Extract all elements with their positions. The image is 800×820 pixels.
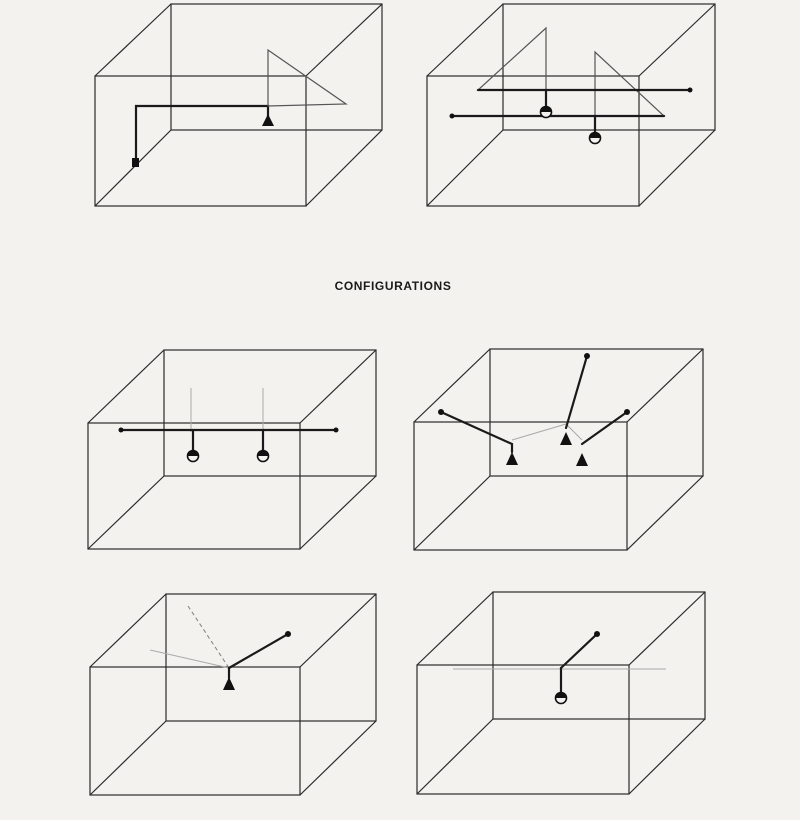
box-frame xyxy=(414,349,703,550)
half-filled-sphere-mount xyxy=(541,107,552,118)
triangular-frame-left xyxy=(478,28,546,90)
black-triangle-mount xyxy=(262,114,274,126)
half-filled-sphere-mount xyxy=(258,451,269,462)
bar-end-cap xyxy=(450,114,455,119)
page-title: CONFIGURATIONS xyxy=(334,279,452,293)
black-triangle-mount xyxy=(560,432,572,445)
bar-end-cap xyxy=(688,88,693,93)
panel-6 xyxy=(417,592,705,794)
black-triangle-mount xyxy=(223,677,235,690)
angled-arm xyxy=(561,634,597,668)
angled-arm xyxy=(566,356,587,428)
half-filled-sphere-mount xyxy=(188,451,199,462)
half-filled-sphere-mount xyxy=(590,133,601,144)
angled-arm xyxy=(582,412,627,444)
guide-line xyxy=(150,650,229,668)
small-square-end xyxy=(132,158,139,167)
black-triangle-mount xyxy=(576,453,588,466)
black-triangle-mount xyxy=(506,452,518,465)
box-frame xyxy=(427,4,715,206)
arm-end-cap xyxy=(594,631,600,637)
panel-4 xyxy=(414,349,703,550)
dashed-connector xyxy=(512,424,582,440)
half-filled-sphere-mount xyxy=(556,693,567,704)
panel-5 xyxy=(90,594,376,795)
angled-arm xyxy=(441,412,512,444)
arm-end-cap xyxy=(438,409,444,415)
triangular-frame xyxy=(268,50,346,106)
angled-arm xyxy=(229,634,288,668)
arm-end-cap xyxy=(624,409,630,415)
panel-2 xyxy=(427,4,715,206)
arm-end-cap xyxy=(584,353,590,359)
box-frame xyxy=(90,594,376,795)
dashed-guide-line xyxy=(188,606,229,668)
panel-3 xyxy=(88,350,376,549)
arm-end-cap xyxy=(285,631,291,637)
bar-end-cap xyxy=(119,428,124,433)
panel-1 xyxy=(95,4,382,206)
l-shaped-arm xyxy=(136,106,268,164)
bar-end-cap xyxy=(334,428,339,433)
box-frame xyxy=(88,350,376,549)
